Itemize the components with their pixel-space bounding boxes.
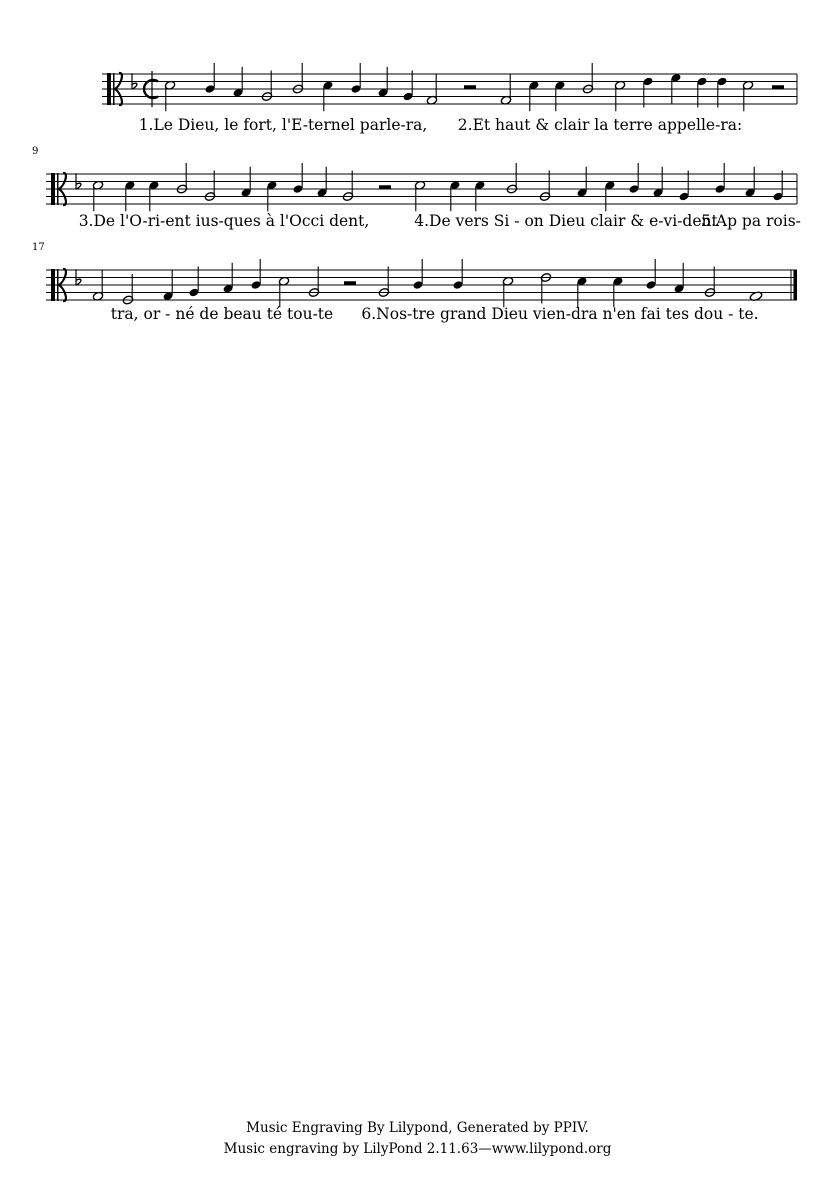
quarter-note	[452, 259, 463, 290]
half-rest-icon	[772, 85, 784, 89]
quarter-note	[474, 180, 485, 211]
staff-1	[0, 60, 835, 110]
quarter-note	[204, 63, 215, 94]
quarter-note	[250, 259, 261, 290]
half-note	[614, 80, 626, 111]
quarter-note	[124, 180, 135, 211]
half-note	[164, 80, 176, 111]
quarter-note	[772, 171, 783, 202]
lyric-segment: 2.Et haut & clair la terre appelle-ra:	[457, 116, 743, 134]
lyric-segment: tra, or - né de beau té tou-te	[110, 305, 334, 323]
quarter-note	[266, 180, 277, 211]
half-rest-icon	[379, 185, 391, 189]
quarter-note	[576, 276, 587, 307]
quarter-note	[612, 276, 623, 307]
measure-number: 9	[32, 146, 39, 157]
quarter-note	[604, 180, 615, 211]
quarter-note	[744, 167, 755, 198]
quarter-note	[576, 167, 587, 198]
lyric-segment: 3.De l'O-ri-ent ius-ques à l'Occi dent,	[78, 212, 370, 230]
quarter-note	[148, 180, 159, 211]
footer-line-2: Music engraving by LilyPond 2.11.63—www.lilypond.org	[223, 1141, 612, 1157]
half-note	[426, 74, 438, 105]
quarter-note	[232, 67, 243, 98]
quarter-note	[240, 167, 251, 198]
quarter-note	[716, 77, 727, 108]
lyrics-line-1	[0, 116, 835, 136]
quarter-note	[322, 80, 333, 111]
lyric-segment: 1.Le Dieu, le fort, l'E-ternel parle-ra,	[138, 116, 428, 134]
quarter-note	[188, 267, 199, 298]
lyric-segment: 6.Nos-tre grand Dieu vien-dra n'en fai tes dou - te.	[361, 305, 759, 323]
quarter-note	[316, 167, 327, 198]
quarter-note	[162, 270, 173, 301]
quarter-note	[449, 180, 460, 211]
quarter-note	[714, 163, 725, 194]
quarter-note	[377, 67, 388, 98]
quarter-note	[628, 163, 639, 194]
half-note	[502, 276, 514, 307]
lyric-segment: 5.Ap pa rois-	[701, 212, 801, 230]
quarter-note	[652, 167, 663, 198]
measure-number: 17	[32, 242, 45, 253]
half-rest-icon	[344, 281, 356, 285]
staff-2	[0, 160, 835, 210]
quarter-note	[678, 171, 689, 202]
half-note	[92, 180, 104, 211]
quarter-note	[412, 259, 423, 290]
half-note	[278, 276, 290, 307]
staff-3	[0, 256, 835, 306]
final-barline	[794, 270, 798, 300]
quarter-note	[645, 259, 656, 290]
quarter-note	[642, 77, 653, 108]
lyrics-line-3	[0, 305, 835, 325]
quarter-note	[292, 163, 303, 194]
quarter-note	[402, 71, 413, 102]
quarter-note	[528, 80, 539, 111]
footer-line-1: Music Engraving By Lilypond, Generated by PPIV.	[246, 1120, 589, 1136]
lyric-segment: 4.De vers Si - on Dieu clair & e-vi-dent	[414, 212, 718, 230]
quarter-note	[673, 263, 684, 294]
quarter-note	[222, 263, 233, 294]
lyrics-line-2	[0, 212, 835, 232]
quarter-note	[350, 63, 361, 94]
quarter-note	[696, 77, 707, 108]
quarter-note	[554, 80, 565, 111]
half-rest-icon	[464, 85, 476, 89]
half-note	[500, 74, 512, 105]
half-note	[742, 80, 754, 111]
quarter-note	[670, 73, 681, 104]
half-note	[414, 180, 426, 211]
half-note	[92, 270, 104, 301]
